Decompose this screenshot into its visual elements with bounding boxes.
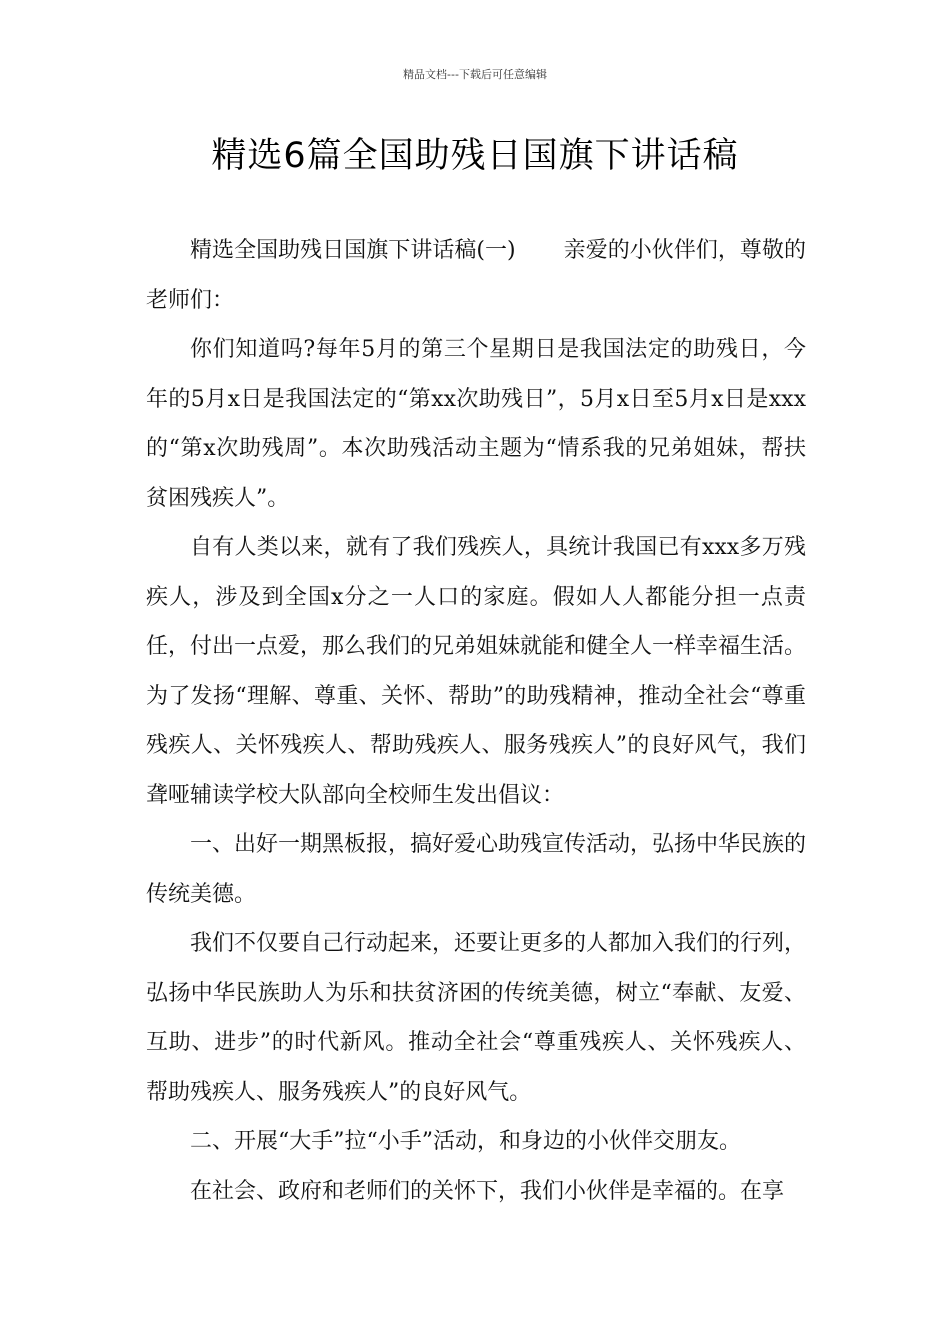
paragraph: 你们知道吗?每年5月的第三个星期日是我国法定的助残日，今年的5月x日是我国法定的“第xx次助残日”，5月x日至5月x日是xxx的“第x次助残周”。本次助残活动主题为“情系我的兄弟姐妹，帮扶贫困残疾人”。 [146,337,806,511]
paragraph: 二、开展“大手”拉“小手”活动，和身边的小伙伴交朋友。 [190,1129,741,1154]
paragraph: 自有人类以来，就有了我们残疾人，具统计我国已有xxx多万残疾人，涉及到全国x分之一人口的家庭。假如人人都能分担一点责任，付出一点爱，那么我们的兄弟姐妹就能和健全人一样幸福生活。为了发扬“理解、尊重、关怀、帮助”的助残精神，推动全社会“尊重残疾人、关怀残疾人、帮助残疾人、服务残疾人”的良好风气，我们聋哑辅读学校大队部向全校师生发出倡议： [146,535,807,808]
document-body [146,226,806,1216]
document-title: 精选6篇全国助残日国旗下讲话稿 [211,136,739,176]
page-header: 精品文档---下载后可任意编辑 [403,68,547,81]
section-heading: 精选全国助残日国旗下讲话稿(一) [190,238,516,263]
greeting: 亲爱的小伙伴们，尊敬的老师们： [146,238,806,313]
paragraph: 一、出好一期黑板报，搞好爱心助残宣传活动，弘扬中华民族的传统美德。 [146,832,807,907]
paragraph-intro [146,226,806,325]
paragraph: 在社会、政府和老师们的关怀下，我们小伙伴是幸福的。在享 [190,1178,785,1204]
paragraph: 我们不仅要自己行动起来，还要让更多的人都加入我们的行列，弘扬中华民族助人为乐和扶贫济困的传统美德，树立“奉献、友爱、互助、进步”的时代新风。推动全社会“尊重残疾人、关怀残疾人、帮助残疾人、服务残疾人”的良好风气。 [146,931,807,1105]
